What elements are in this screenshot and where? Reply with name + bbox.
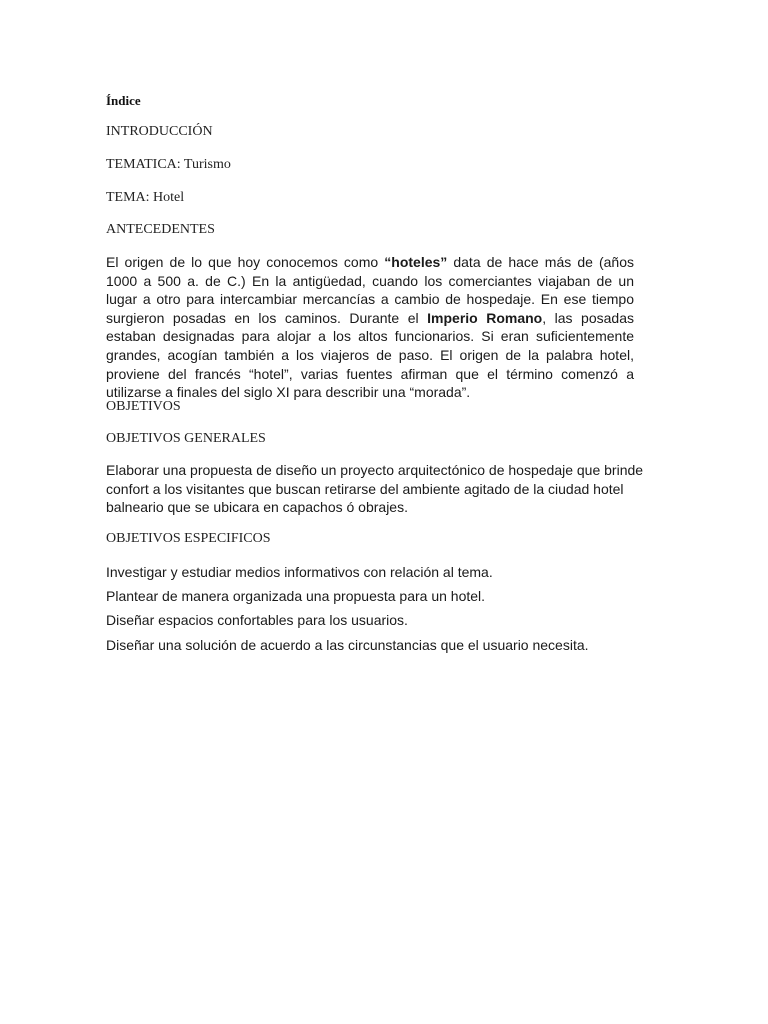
specific-objectives-heading: OBJETIVOS ESPECIFICOS	[106, 531, 271, 546]
objectives-heading: OBJETIVOS	[106, 399, 181, 414]
background-paragraph	[106, 253, 634, 402]
hotels-term: “hoteles”	[384, 254, 448, 270]
general-objective-line: confort a los visitantes que buscan retirarse del ambiente agitado de la ciudad hotel	[106, 480, 624, 497]
specific-objective-item: Diseñar espacios confortables para los usuarios.	[106, 612, 408, 628]
background-heading: ANTECEDENTES	[106, 222, 215, 237]
topic-line: TEMA: Hotel	[106, 190, 185, 205]
background-text-part-1: El origen de lo que hoy conocemos como	[106, 254, 385, 270]
general-objectives-heading: OBJETIVOS GENERALES	[106, 431, 266, 446]
background-text-part-2: data de hace más de (años 1000 a 500 a. de C.) En la antigüedad, cuando los comerciantes viajaban de un lugar a otro para intercambiar mercancías a cambio de hospedaje. En ese tiempo surgieron posadas en los caminos. Durante el	[106, 254, 634, 326]
introduction-heading: INTRODUCCIÓN	[106, 124, 213, 139]
general-objectives-paragraph	[106, 461, 644, 517]
thematic-line: TEMATICA: Turismo	[106, 157, 231, 172]
specific-objective-item: Investigar y estudiar medios informativos con relación al tema.	[106, 564, 493, 580]
general-objective-line: Elaborar una propuesta de diseño un proyecto arquitectónico de hospedaje que brinde	[106, 462, 644, 478]
background-text-part-3: , las posadas estaban designadas para alojar a los altos funcionarios. Si eran suficientemente grandes, acogían también a los viajeros de paso. El origen de la palabra hotel, proviene del francés “hotel”, varias fuentes afirman que el término comenzó a utilizarse a finales del siglo XI para describir una “morada”.	[106, 309, 634, 401]
roman-empire-term: Imperio Romano	[427, 309, 543, 326]
index-heading: Índice	[106, 93, 141, 108]
specific-objective-item: Plantear de manera organizada una propuesta para un hotel.	[106, 588, 486, 604]
specific-objective-item: Diseñar una solución de acuerdo a las circunstancias que el usuario necesita.	[106, 637, 589, 653]
general-objective-line: balneario que se ubicara en capachos ó obrajes.	[106, 499, 408, 516]
